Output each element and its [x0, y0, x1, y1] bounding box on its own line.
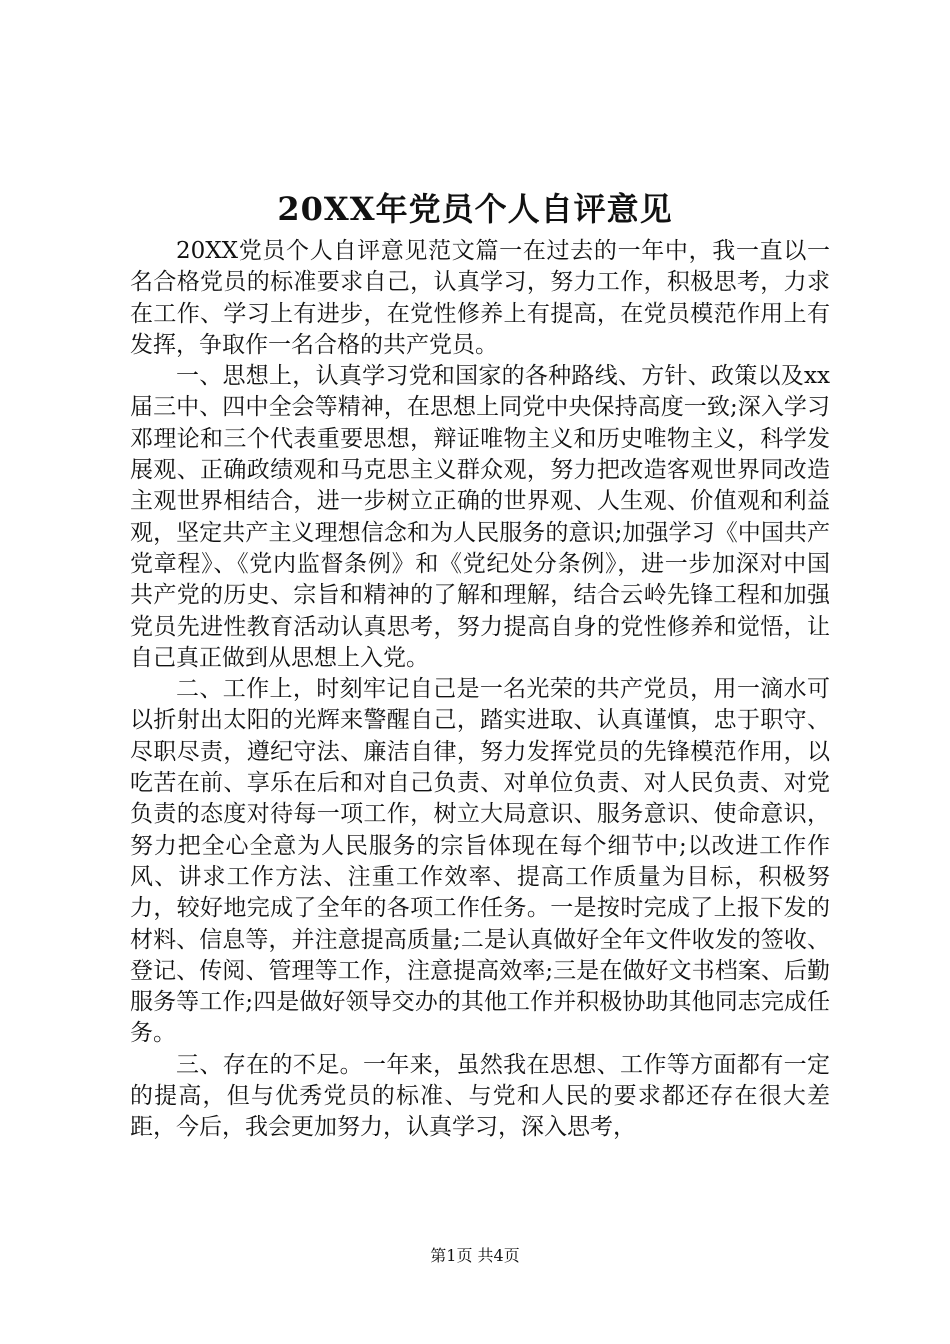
paragraph-intro: 20XX党员个人自评意见范文篇一在过去的一年中，我一直以一名合格党员的标准要求自己，认真学习，努力工作，积极思考，力求在工作、学习上有进步，在党性修养上有提高，在党员模范作用上有发挥，争取作一名合格的共产党员。	[130, 238, 830, 358]
document-body	[130, 236, 830, 1144]
paragraph-work: 二、工作上，时刻牢记自己是一名光荣的共产党员，用一滴水可以折射出太阳的光辉来警醒自己，踏实进取、认真谨慎，忠于职守、尽职尽责，遵纪守法、廉洁自律，努力发挥党员的先锋模范作用，以吃苦在前、享乐在后和对自己负责、对单位负责、对人民负责、对党负责的态度对待每一项工作，树立大局意识、服务意识、使命意识，努力把全心全意为人民服务的宗旨体现在每个细节中;以改进工作作风、讲求工作方法、注重工作效率、提高工作质量为目标，积极努力，较好地完成了全年的各项工作任务。一是按时完成了上报下发的材料、信息等，并注意提高质量;二是认真做好全年文件收发的签收、登记、传阅、管理等工作，注意提高效率;三是在做好文书档案、后勤服务等工作;四是做好领导交办的其他工作并积极协助其他同志完成任务。	[130, 676, 830, 1047]
page-number-footer: 第1页 共4页	[430, 1246, 520, 1265]
document-title: 20XX年党员个人自评意见	[277, 190, 673, 228]
paragraph-shortcomings: 三、存在的不足。一年来，虽然我在思想、工作等方面都有一定的提高，但与优秀党员的标准、与党和人民的要求都还存在很大差距，今后，我会更加努力，认真学习，深入思考，	[130, 1051, 830, 1141]
paragraph-thought: 一、思想上，认真学习党和国家的各种路线、方针、政策以及xx届三中、四中全会等精神，在思想上同党中央保持高度一致;深入学习邓理论和三个代表重要思想，辩证唯物主义和历史唯物主义，科学发展观、正确政绩观和马克思主义群众观，努力把改造客观世界同改造主观世界相结合，进一步树立正确的世界观、人生观、价值观和利益观，坚定共产主义理想信念和为人民服务的意识;加强学习《中国共产党章程》、《党内监督条例》和《党纪处分条例》，进一步加深对中国共产党的历史、宗旨和精神的了解和理解，结合云岭先锋工程和加强党员先进性教育活动认真思考，努力提高自身的党性修养和觉悟，让自己真正做到从思想上入党。	[130, 363, 830, 671]
